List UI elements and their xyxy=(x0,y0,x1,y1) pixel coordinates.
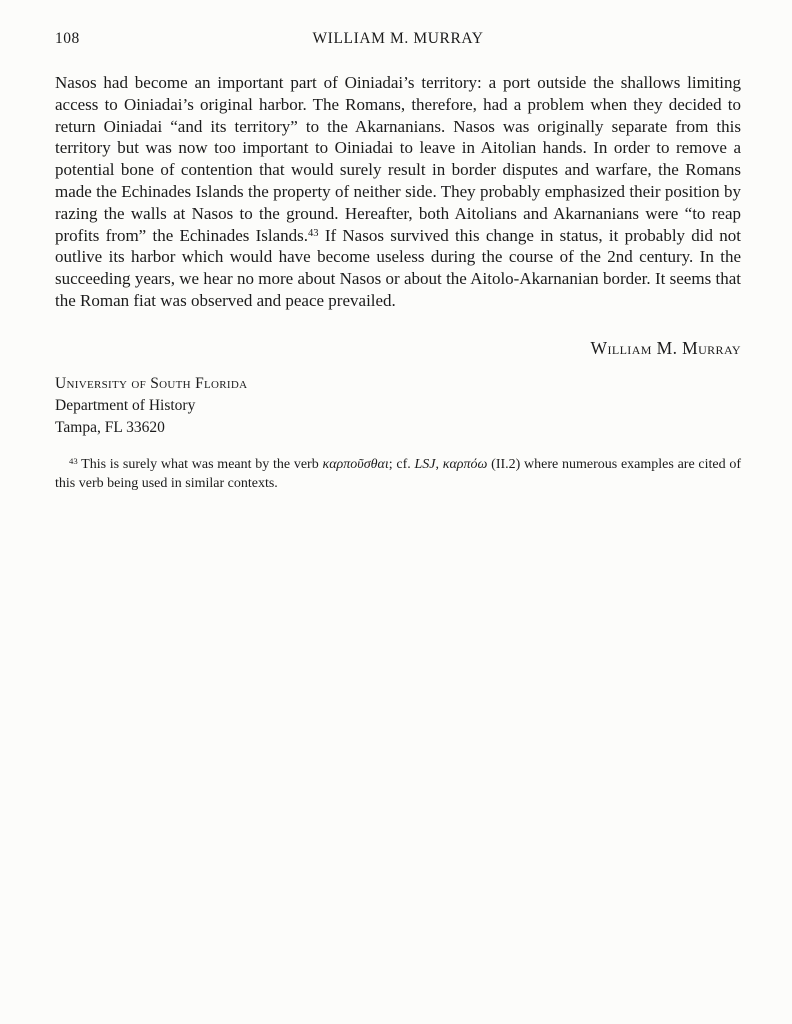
footnote-lsj-reference: LSJ xyxy=(414,456,436,472)
author-signature: William M. Murray xyxy=(590,337,741,358)
footnote-greek-verb: καρποῦσθαι xyxy=(322,456,389,472)
affiliation-block xyxy=(55,373,741,439)
running-header-title: WILLIAM M. MURRAY xyxy=(312,30,484,47)
footnote xyxy=(55,455,741,493)
body-text-before-note: Nasos had become an important part of Oiniadai’s territory: a port outside the shallows limiting access to Oiniadai’s original harbor. The Romans, therefore, had a problem when they decided to return Oiniadai “and its territory” to the Akarnanians. Nasos was originally separate from this territory but was now too important to Oiniadai to leave in Aitolian hands. In order to remove a potential bone of contention that would surely result in border disputes and warfare, the Romans made the Echinades Islands the property of neither side. They probably emphasized their position by razing the walls at Nasos to the ground. Hereafter, both Aitolians and Akarnanians were “to reap profits from” the Echinades Islands. xyxy=(55,73,741,245)
footnote-text-2: ; cf. xyxy=(388,456,415,472)
affiliation-institution: University of South Florida xyxy=(55,374,248,392)
footnote-text-1: This is surely what was meant by the verb xyxy=(77,456,323,472)
page-content xyxy=(55,30,741,493)
footnote-greek-lemma: καρπόω xyxy=(442,456,488,472)
footnote-text-3: , xyxy=(435,456,443,472)
footnote-number: 43 xyxy=(69,455,78,466)
affiliation-department: Department of History xyxy=(55,396,196,414)
body-paragraph xyxy=(55,72,741,312)
affiliation-city: Tampa, FL 33620 xyxy=(55,418,165,436)
body-text-after-note: If Nasos survived this change in status, it probably did not outlive its harbor which would have become useless during the course of the 2nd century. In the succeeding years, we hear no more about Nasos or about the Aitolo-Akarnanian border. It seems that the Roman fiat was observed and peace prevailed. xyxy=(55,225,741,310)
page-number: 108 xyxy=(55,30,80,47)
running-header xyxy=(55,30,741,48)
footnote-text-4: (II.2) where numerous examples are cited of this verb being used in similar contexts. xyxy=(55,456,742,491)
footnote-reference-marker: 43 xyxy=(308,227,319,239)
